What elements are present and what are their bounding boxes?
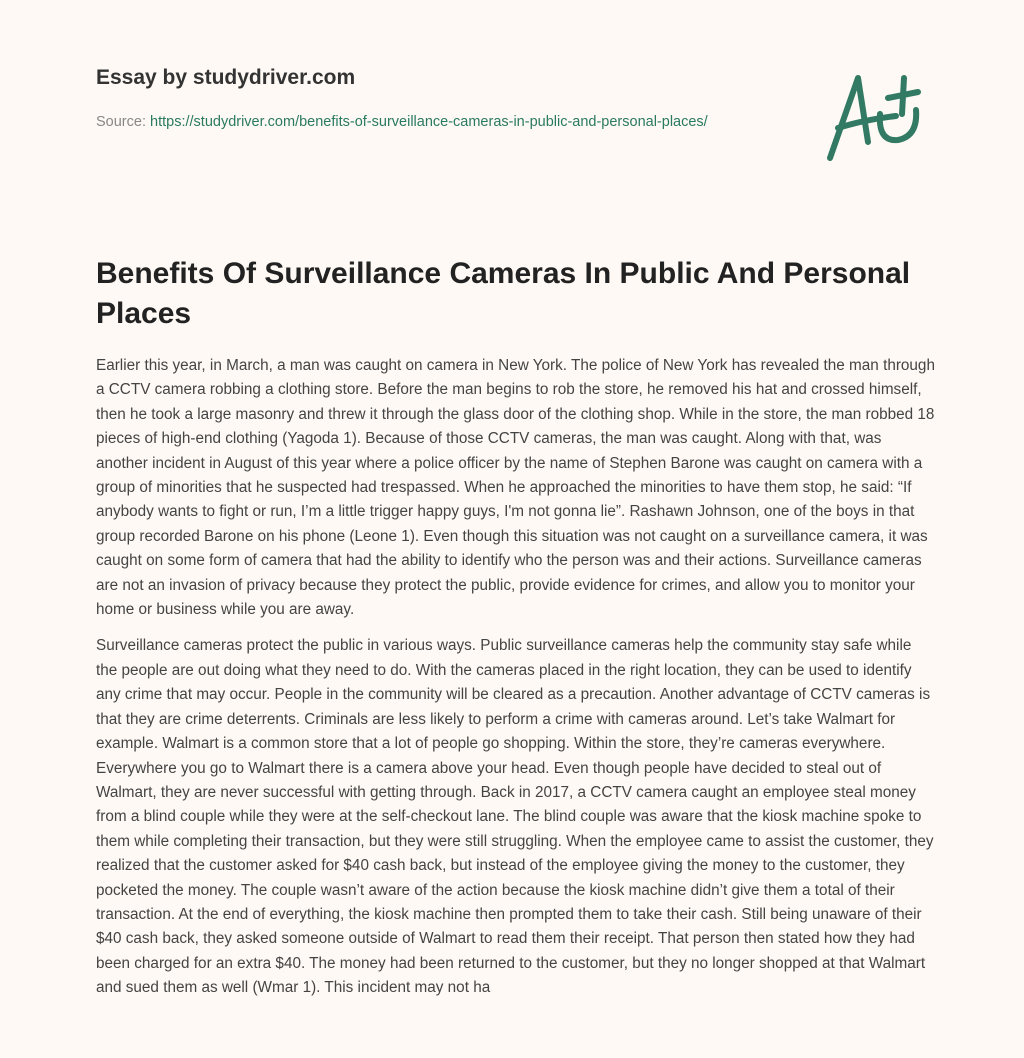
essay-body bbox=[96, 354, 936, 1013]
paragraph: Earlier this year, in March, a man was caught on camera in New York. The police of New York has revealed the man through a CCTV camera robbing a clothing store. Before the man begins to rob the store, he removed his hat and crossed himself, then he took a large masonry and threw it through the glass door of the clothing shop. While in the store, the man robbed 18 pieces of high-end clothing (Yagoda 1). Because of those CCTV cameras, the man was caught. Along with that, was another incident in August of this year where a police officer by the name of Stephen Barone was caught on camera with a group of minorities that he suspected had trespassed. When he approached the minorities to have them stop, he said: “If anybody wants to fight or run, I’m a little trigger happy guys, I'm not gonna lie”. Rashawn Johnson, one of the boys in that group recorded Barone on his phone (Leone 1). Even though this situation was not caught on a surveillance camera, it was caught on some form of camera that had the ability to identify who the person was and their actions. Surveillance cameras are not an invasion of privacy because they protect the public, provide evidence for crimes, and allow you to monitor your home or business while you are away. bbox=[96, 357, 935, 619]
essay-title: Benefits Of Surveillance Cameras In Public And Personal Places bbox=[96, 257, 911, 330]
source-link[interactable]: https://studydriver.com/benefits-of-surveillance-cameras-in-public-and-personal-places/ bbox=[150, 114, 708, 130]
source-label: Source: bbox=[96, 114, 146, 130]
source-line bbox=[96, 110, 746, 135]
header-title: Essay by studydriver.com bbox=[96, 66, 356, 89]
a-plus-logo bbox=[818, 70, 928, 165]
paragraph: Surveillance cameras protect the public in various ways. Public surveillance cameras help the community stay safe while the people are out doing what they need to do. With the cameras placed in the right location, they can be used to identify any crime that may occur. People in the community will be cleared as a precaution. Another advantage of CCTV cameras is that they are crime deterrents. Criminals are less likely to perform a crime with cameras around. Let’s take Walmart for example. Walmart is a common store that a lot of people go shopping. Within the store, they’re cameras everywhere. Everywhere you go to Walmart there is a camera above your head. Even though people have decided to steal out of Walmart, they are never successful with getting through. Back in 2017, a CCTV camera caught an employee steal money from a blind couple while they were at the self-checkout lane. The blind couple was aware that the kiosk machine spoke to them while completing their transaction, but they were still struggling. When the employee came to assist the customer, they realized that the customer asked for $40 cash back, but instead of the employee giving the money to the customer, they pocketed the money. The couple wasn’t aware of the action because the kiosk machine didn’t give them a total of their transaction. At the end of everything, the kiosk machine then prompted them to take their cash. Still being unaware of their $40 cash back, they asked someone outside of Walmart to read them their receipt. That person then stated how they had been charged for an extra $40. The money had been returned to the customer, but they no longer shopped at that Walmart and sued them as well (Wmar 1). This incident may not ha bbox=[96, 637, 934, 997]
